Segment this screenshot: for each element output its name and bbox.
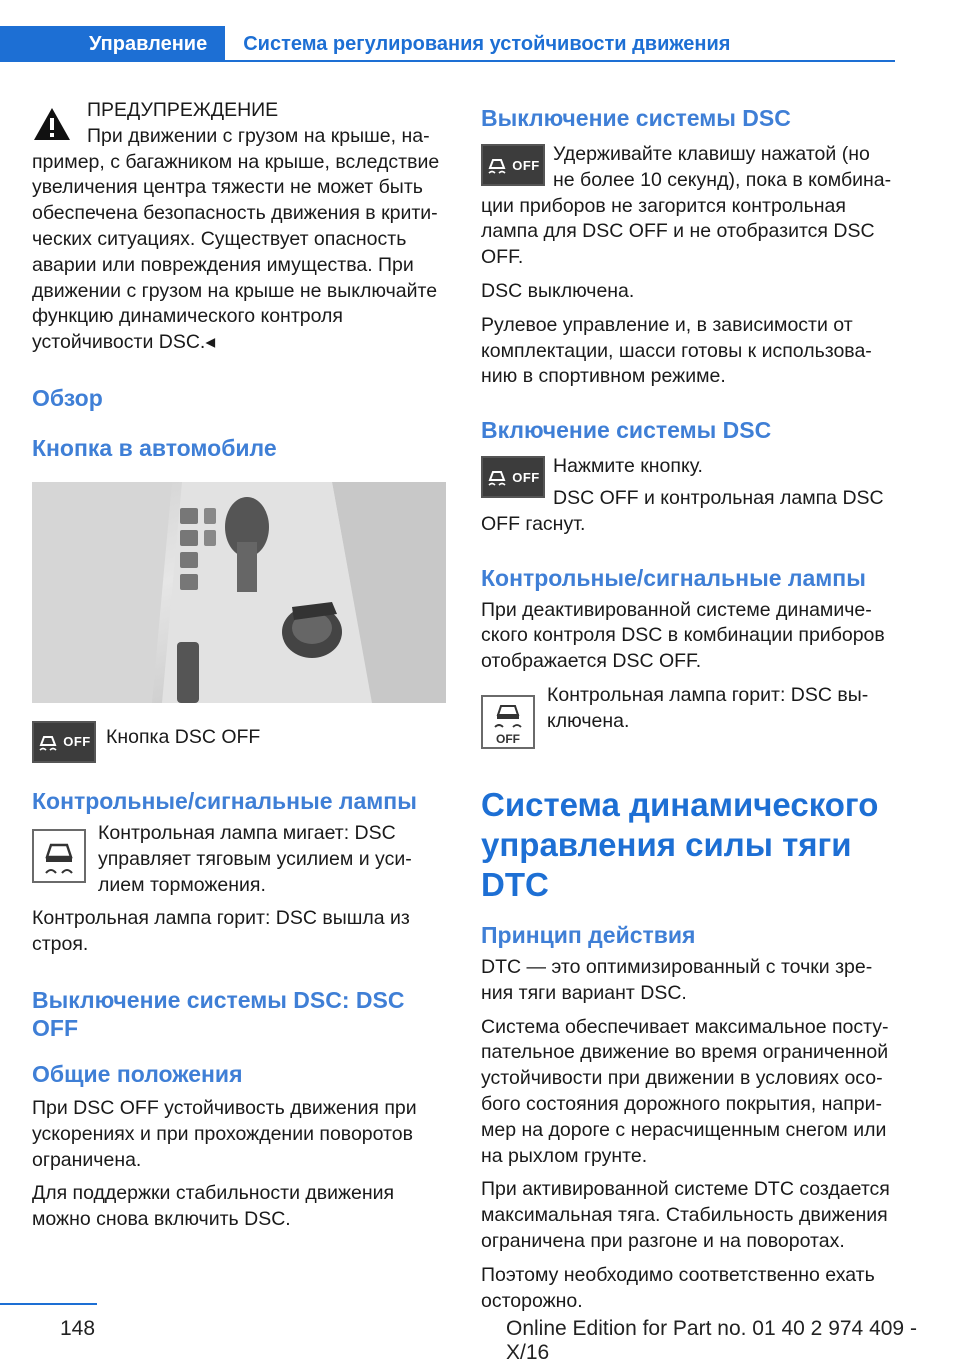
button-heading: Кнопка в автомобиле bbox=[32, 434, 277, 461]
deactivated-text: При деактивированной системе динамического контроля DSC в комбинации приборов отображается DSC OFF. bbox=[481, 598, 885, 673]
traction-icon bbox=[486, 154, 508, 176]
switch-off-heading: Выключение системы DSC bbox=[481, 105, 791, 131]
traction-icon bbox=[486, 466, 508, 488]
car-skid-icon bbox=[34, 831, 84, 881]
warning-first-line: При движении с грузом на крыше, на- bbox=[87, 124, 430, 147]
lamps-off-text: OFF гаснут. bbox=[481, 512, 586, 535]
edition-note: Online Edition for Part no. 01 40 2 974 409 - X/16 bbox=[506, 1317, 917, 1362]
off-label: OFF bbox=[63, 734, 91, 750]
switch-off-first: Удерживайте клавишу нажатой (но не более 10 секунд), пока в комбина- bbox=[553, 143, 892, 191]
page-number: 148 bbox=[60, 1317, 96, 1340]
off-label: OFF bbox=[512, 469, 540, 485]
dsc-off-caption-block bbox=[32, 715, 446, 771]
subsection-title: Система регулирования устойчивости движения bbox=[243, 32, 731, 55]
dtc-text-4: Поэтому необходимо соответственно ехать осторожно. bbox=[481, 1263, 875, 1312]
steering-text: Рулевое управление и, в зависимости от комплектации, шасси готовы к использованию в спортивном режиме. bbox=[481, 313, 872, 388]
overview-heading: Обзор bbox=[32, 384, 103, 411]
lamp-blink-block bbox=[32, 821, 446, 898]
header-rule bbox=[0, 60, 895, 62]
dsc-off-caption: Кнопка DSC OFF bbox=[106, 725, 261, 748]
car-skid-off-icon bbox=[483, 697, 533, 747]
dsc-off-state: DSC выключена. bbox=[481, 279, 635, 302]
off-lamp-label: OFF bbox=[496, 731, 520, 746]
switch-off-block bbox=[481, 142, 895, 271]
dsc-off-button-icon-2 bbox=[481, 144, 545, 186]
lamps-heading-right: Контрольные/сигнальные лампы bbox=[481, 564, 866, 591]
dsc-off-heading: Выключение системы DSC: DSC OFF bbox=[32, 986, 405, 1041]
right-column bbox=[481, 104, 895, 1322]
dsc-off-button-icon bbox=[32, 721, 96, 763]
dsc-off-button-icon-3 bbox=[481, 456, 545, 498]
off-label: OFF bbox=[512, 157, 540, 173]
lamp-on-text: Контрольная лампа горит: DSC вышла из строя. bbox=[32, 907, 410, 956]
lamps-heading-left: Контрольные/сигнальные лампы bbox=[32, 787, 417, 814]
switch-on-block bbox=[481, 454, 895, 537]
dtc-heading: Система динамического управления силы тяги DTC bbox=[481, 785, 879, 903]
footer-rule bbox=[0, 1303, 97, 1305]
lamp-on-off-text: Контрольная лампа горит: DSC выключена. bbox=[547, 683, 869, 732]
console-illustration bbox=[32, 482, 446, 703]
press-button-text: Нажмите кнопку. bbox=[553, 455, 703, 478]
car-console-photo bbox=[32, 482, 446, 703]
dtc-text-1: DTC — это оптимизированный с точки зрения тяги вариант DSC. bbox=[481, 955, 873, 1004]
dtc-text-3: При активированной системе DTC создается максимальная тяга. Стабильность движения ограничена при разгоне и на поворотах. bbox=[481, 1178, 890, 1252]
warning-block bbox=[32, 98, 446, 356]
warning-title: ПРЕДУПРЕЖДЕНИЕ bbox=[87, 99, 279, 121]
left-column bbox=[32, 98, 446, 1241]
principle-heading: Принцип действия bbox=[481, 921, 696, 948]
warning-icon bbox=[32, 106, 72, 142]
lamp-on-off-block bbox=[481, 683, 895, 763]
general-text-1: При DSC OFF устойчивость движения при ускорениях и при прохождении поворотов ограничена. bbox=[32, 1096, 417, 1171]
general-heading: Общие положения bbox=[32, 1060, 243, 1087]
switch-on-heading: Включение системы DSC bbox=[481, 417, 772, 444]
dtc-text-2: Система обеспечивает максимальное поступательное движение во время ограниченной устойчивости при движении в условиях особого состояния дорожного покрытия, например на дороге с нерасчищенным снегом или на рыхлом грунте. bbox=[481, 1015, 889, 1167]
dsc-lamp-icon bbox=[32, 829, 86, 883]
page-header bbox=[0, 26, 746, 62]
general-text-2: Для поддержки стабильности движения можно снова включить DSC. bbox=[32, 1182, 395, 1231]
switch-off-text: ции приборов не загорится контрольная лампа для DSC OFF и не отобразится DSC OFF. bbox=[481, 194, 875, 269]
traction-icon bbox=[37, 731, 59, 753]
section-tab: Управление bbox=[0, 26, 225, 62]
lamp-blink-text: Контрольная лампа мигает: DSC управляет тяговым усилием и усилием торможения. bbox=[98, 821, 412, 896]
dsc-off-lamp-icon bbox=[481, 695, 535, 749]
lamps-off-first: DSC OFF и контрольная лампа DSC bbox=[553, 486, 884, 509]
warning-text: пример, с багажником на крыше, вследствие увеличения центра тяжести не может быть обеспечена безопасность движения в критических ситуациях. Существует опасность аварии или повреждения имущества. При движении с грузом на крыше не выключайте функцию динамического контроля устойчивости DSC.◂ bbox=[32, 150, 440, 354]
